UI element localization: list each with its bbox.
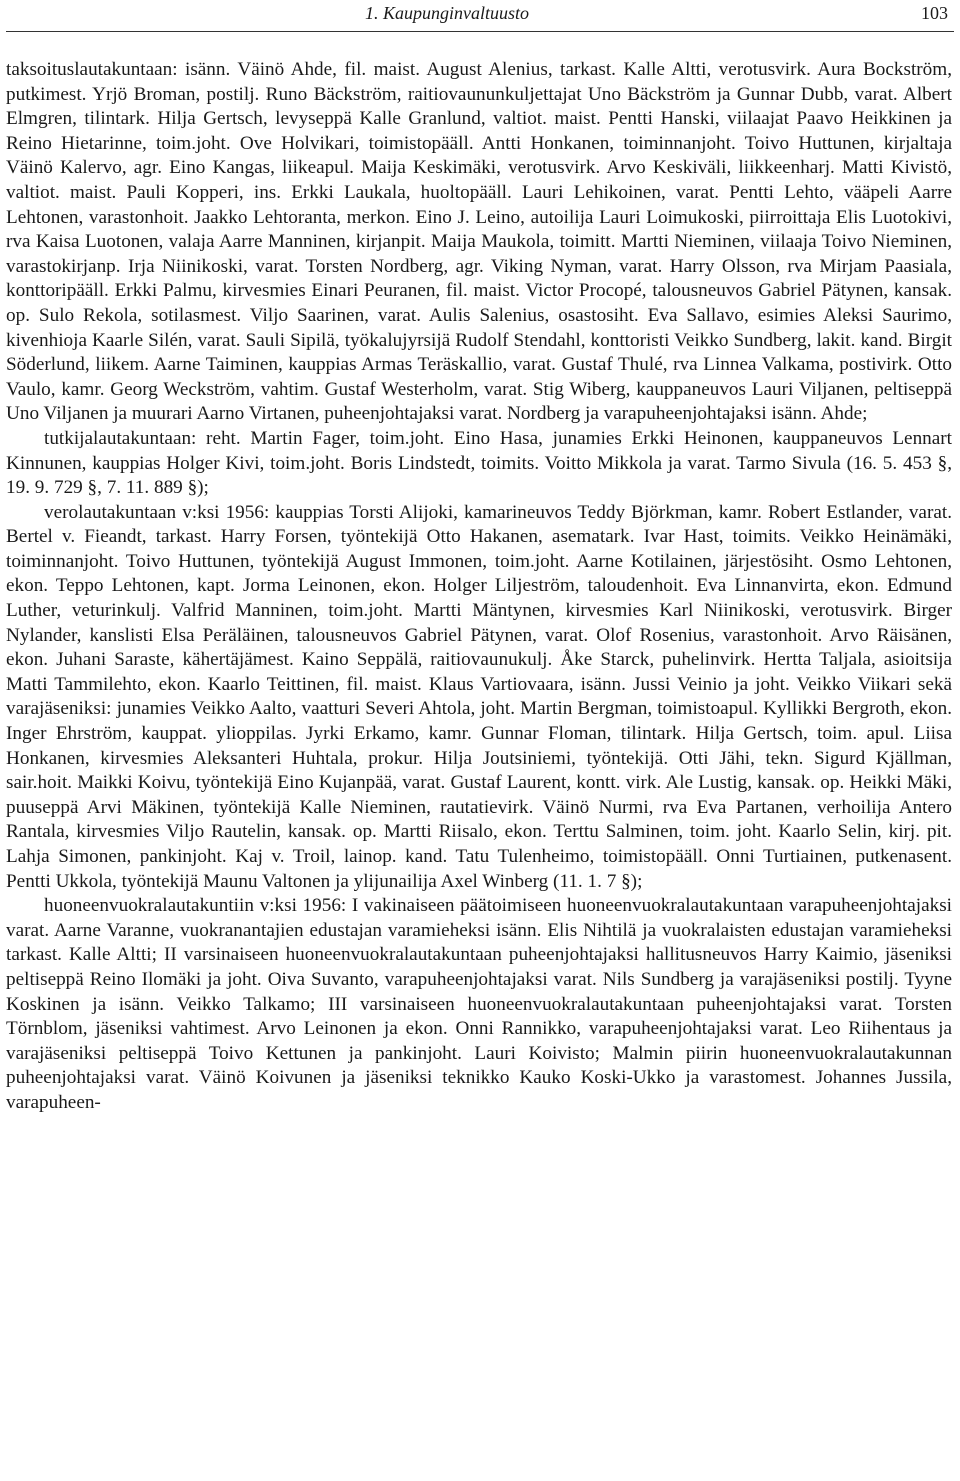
paragraph-taksoituslautakunta: taksoituslautakuntaan: isänn. Väinö Ahde, fil. maist. August Alenius, tarkast. Kalle Altti, verotusvirk. Aura Bockström, putkimest. Yrjö Broman, postilj. Runo Bäckström, raitiovaununkuljettajat Uno Bäckström ja Gunnar Dubb, varat. Albert Elmgren, tilintark. Hilja Gertsch, levyseppä Kalle Granlund, valtiot. maist. Pentti Hanski, viilaajat Paavo Heikkinen ja Reino Hietarinne, toim.joht. Ove Holvikari, toimistopääll. Antti Honkanen, toiminnanjoht. Toivo Huttunen, kirjaltaja Väinö Kalervo, agr. Eino Kangas, liikeapul. Maija Keskimäki, verotusvirk. Arvo Keskiväli, liikkeenharj. Matti Kivistö, valtiot. maist. Pauli Kopperi, ins. Erkki Laukala, huoltopääll. Lauri Lehikoinen, varat. Pentti Lehto, vääpeli Aarre Lehtonen, varastonhoit. Jaakko Lehtoranta, merkon. Eino J. Leino, autoilija Lauri Loimukoski, piirroittaja Elis Luotokivi, rva Kaisa Luotonen, valaja Aarre Manninen, kirjanpit. Maija Maukola, toimitt. Martti Nieminen, viilaaja Toivo Nieminen, varastokirjanp. Irja Niinikoski, varat. Torsten Nordberg, agr. Viking Nyman, varat. Harry Olsson, rva Mirjam Paasiala, konttoripääll. Erkki Palmu, kirvesmies Einari Peuranen, fil. maist. Victor Procopé, talousneuvos Gabriel Pätynen, kansak. op. Sulo Rekola, sotilasmest. Viljo Saarinen, varat. Aulis Salenius, osastosiht. Eva Sallavo, esimies Aleksi Saurimo, kivenhioja Kaarle Silén, varat. Sauli Sipilä, työkalujyrsijä Rudolf Stendahl, konttoristi Veikko Sundberg, lakit. kand. Birgit Söderlund, liikem. Aarne Taiminen, kauppias Armas Teräskallio, varat. Gustaf Thulé, rva Linnea Valkama, postivirk. Otto Vaulo, kamr. Georg Weckström, vahtim. Gustaf Westerholm, varat. Stig Wiberg, kauppaneuvos Lauri Viljanen, peltiseppä Uno Viljanen ja muurari Aarno Virtanen, puheenjohtajaksi varat. Nordberg ja varapuheenjohtajaksi isänn. Ahde; (6, 59, 952, 425)
paragraph-verolautakunta: verolautakuntaan v:ksi 1956: kauppias Torsti Alijoki, kamarineuvos Teddy Björkman, kamr. Robert Estlander, varat. Bertel v. Fieandt, tarkast. Harry Forsen, työntekijä Otto Hakanen, asematark. Ivar Hast, toimits. Veikko Heinämäki, toiminnanjoht. Toivo Huttunen, työntekijä August Immonen, toim.joht. Aarne Kotilainen, järjestösiht. Osmo Lehtonen, ekon. Teppo Lehtonen, kapt. Jorma Leinonen, ekon. Holger Liljeström, taloudenhoit. Eva Linnanvirta, ekon. Edmund Luther, veturinkulj. Valfrid Manninen, toim.joht. Martti Mäntynen, kirvesmies Karl Niinikoski, verotusvirk. Birger Nylander, kanslisti Elsa Peräläinen, talousneuvos Gabriel Pätynen, varat. Olof Rosenius, varastonhoit. Arvo Räisänen, ekon. Juhani Saraste, kähertäjämest. Kaino Seppälä, raitiovaunukulj. Åke Starck, puhelinvirk. Hertta Taljala, asioitsija Matti Tammilehto, ekon. Kaarlo Teittinen, fil. maist. Klaus Vartiovaara, isänn. Jussi Veinio ja joht. Veikko Viikari sekä varajäseniksi: junamies Veikko Aalto, vaatturi Severi Ahtola, joht. Martin Bergman, toimistoapul. Kyllikki Bergroth, ekon. Inger Ehrström, kauppat. ylioppilas. Jyrki Erkamo, kamr. Gunnar Floman, tilintark. Hilja Gertsch, toim. apul. Liisa Honkanen, kirvesmies Aleksanteri Huhtala, prokur. Hilja Joutsiniemi, työntekijä. Otti Jähi, tekn. Sigurd Kjällman, sair.hoit. Maikki Koivu, työntekijä Eino Kujanpää, varat. Gustaf Laurent, kontt. virk. Ale Lustig, kansak. op. Heikki Mäki, puuseppä Arvi Mäkinen, työntekijä Kalle Nieminen, rautatievirk. Väinö Nurmi, rva Eva Partanen, verhoilija Antero Rantala, kirvesmies Viljo Rautelin, kansak. op. Martti Riisalo, ekon. Terttu Salminen, toim. joht. Kaarlo Selin, kirj. pit. Lahja Simonen, pankinjoht. Kaj v. Troil, lainop. kand. Tatu Tulenheimo, toimistopääll. Onni Turtiainen, putkenasent. Pentti Ukkola, työntekijä Maunu Valtonen ja ylijunailija Axel Winberg (11. 1. 7 §); (6, 501, 952, 892)
body-text (6, 58, 952, 1116)
page-number: 103 (921, 3, 948, 23)
paragraph-huoneenvuokralautakunnat: huoneenvuokralautakuntiin v:ksi 1956: I vakinaiseen päätoimiseen huoneenvuokralautakuntaan varapuheenjohtajaksi varat. Aarne Varanne, vuokranantajien edustajan varamieheksi isänn. Elis Nihtilä ja vuokralaisten edustajan varamieheksi tarkast. Kalle Altti; II varsinaiseen huoneenvuokralautakuntaan puheenjohtajaksi hallitusneuvos Harry Kaimio, jäseniksi peltiseppä Reino Ilomäki ja joht. Oiva Suvanto, varapuheenjohtajaksi varat. Nils Sundberg ja varajäseniksi postilj. Tyyne Koskinen ja isänn. Veikko Talkamo; III varsinaiseen huoneenvuokralautakuntaan puheenjohtajaksi varat. Torsten Törnblom, jäseniksi vahtimest. Arvo Leinonen ja ekon. Onni Rannikko, varapuheenjohtajaksi varat. Leo Riihentaus ja varajäseniksi peltiseppä Toivo Kettunen ja pankinjoht. Lauri Koivisto; Malmin piirin huoneenvuokralautakunnan puheenjohtajaksi varat. Väinö Koivunen ja jäseniksi teknikko Kauko Koski-Ukko ja varastomest. Johannes Jussila, varapuheen- (6, 895, 952, 1113)
header-rule (6, 31, 954, 32)
running-header (0, 0, 960, 30)
running-title: 1. Kaupunginvaltuusto (365, 3, 530, 23)
paragraph-tutkijalautakunta: tutkijalautakuntaan: reht. Martin Fager, toim.joht. Eino Hasa, junamies Erkki Heinonen, kauppaneuvos Lennart Kinnunen, kauppias Holger Kivi, toim.joht. Boris Lindstedt, toimits. Voitto Mikkola ja varat. Tarmo Sivula (16. 5. 453 §, 19. 9. 729 §, 7. 11. 889 §); (6, 427, 952, 499)
